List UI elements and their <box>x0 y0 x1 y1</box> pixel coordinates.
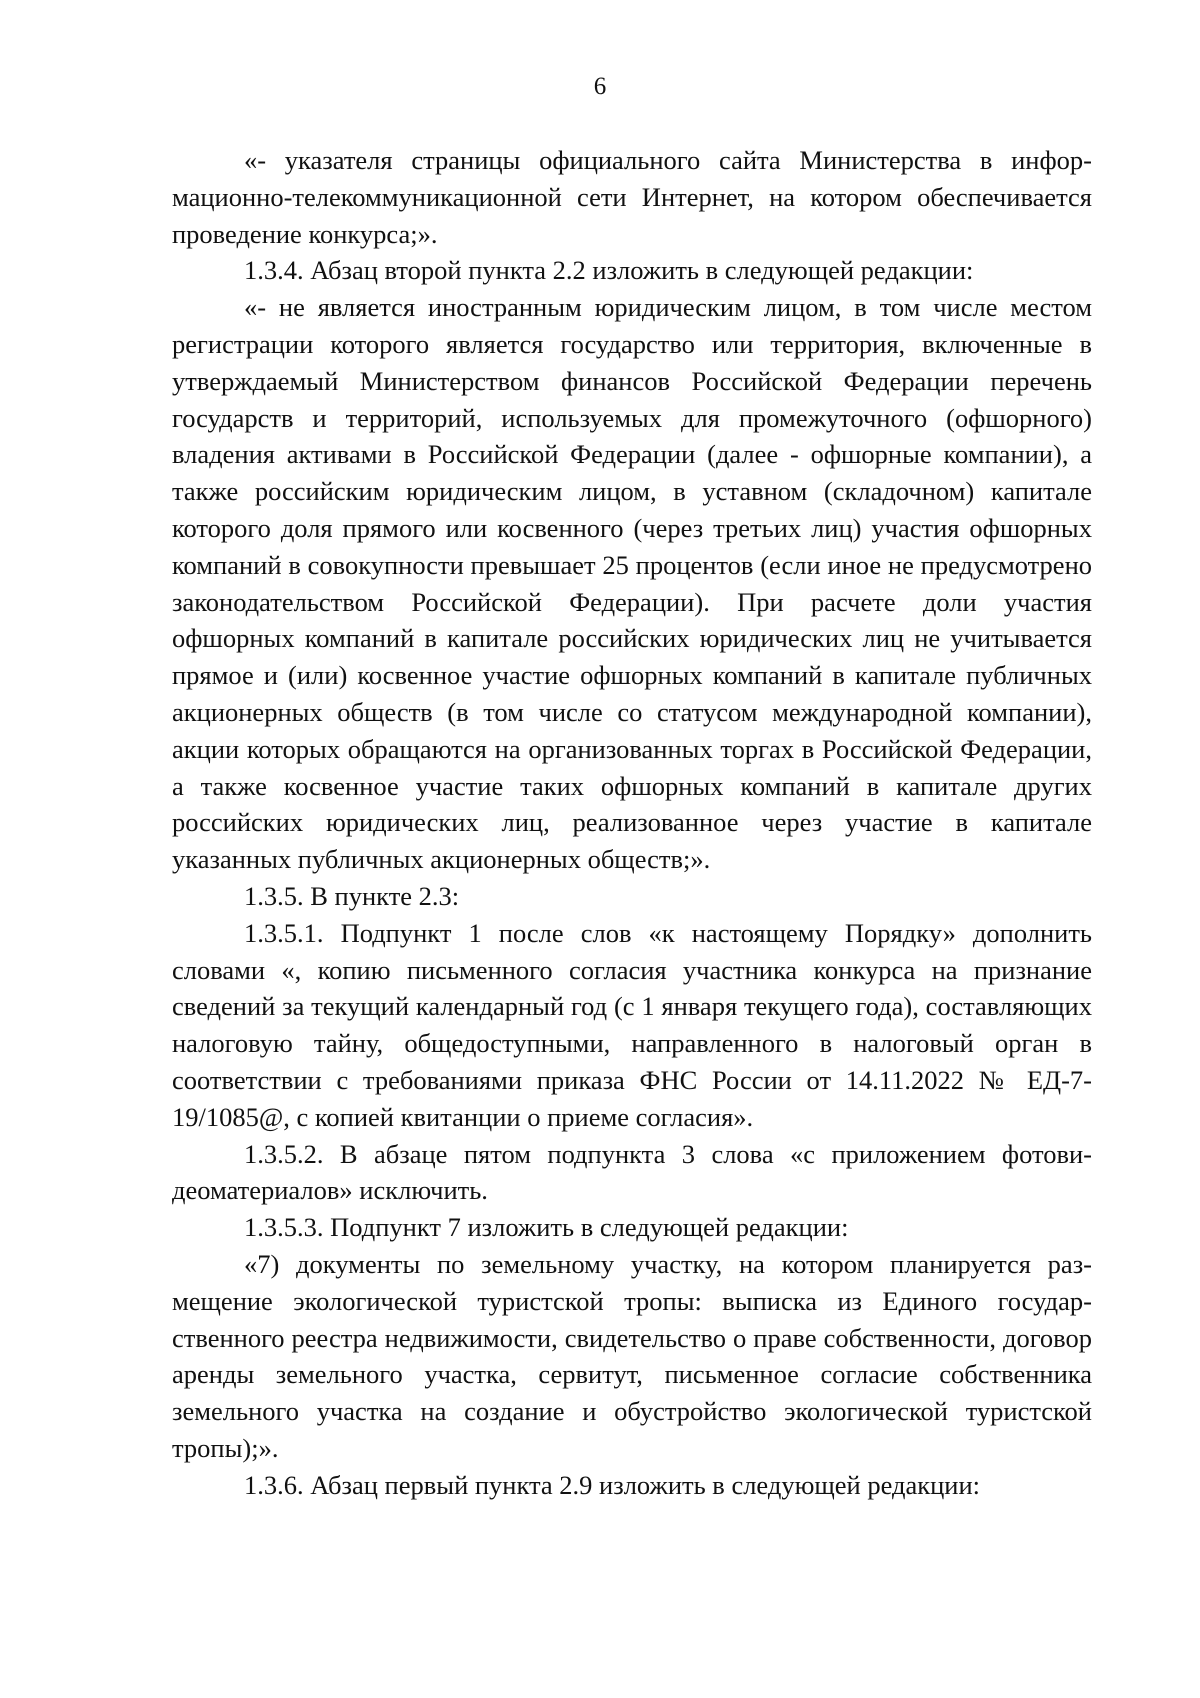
paragraph-1-3-5-1: 1.3.5.1. Подпункт 1 после слов «к настоящему Порядку» дополнить словами «, копию письменного согласия участника конкурса на признание сведений за текущий календарный год (с 1 января текущего года), составляющих налоговую тайну, общедоступными, направленного в налоговый орган в соответствии с требованиями приказа ФНС России от 14.11.2022 № ЕД-7-19/1085@, с копией квитанции о приеме согласия». <box>172 917 1092 1132</box>
page-number: 6 <box>593 73 607 100</box>
paragraph-site-pointer: «- указателя страницы официального сайта Министерства в информационно-телекоммуникационной сети Интернет, на котором обеспечивается проведение конкурса;». <box>172 145 1092 249</box>
paragraph-1-3-6: 1.3.6. Абзац первый пункта 2.9 изложить в следующей редакции: <box>244 1469 981 1500</box>
paragraph-offshore-companies: «- не является иностранным юридическим лицом, в том числе местом регистрации которого является государство или территория, включенные в утверждаемый Министерством финансов Российской Федерации перечень государств и территорий, используемых для промежуточного (офшорного) владения активами в Российской Федерации (далее - офшорные компании), а также российским юридическим лицом, в уставном (складочном) капитале которого доля прямого или косвенного (через третьих лиц) участия офшорных компаний в совокупности превышает 25 процентов (если иное не предусмотрено законодательством Российской Федерации). При расчете доли участия офшорных компаний в капитале российских юридических лиц не учитывается прямое и (или) косвенное участие офшорных компаний в капитале публичных акционерных обществ (в том числе со статусом международной компании), акции которых обращаются на организованных торгах в Российской Федерации, а также косвенное участие таких офшорных компаний в капитале других российских юридических лиц, реализованное через участие в капитале указанных публичных акционерных обществ;». <box>172 292 1092 875</box>
paragraph-land-documents: «7) документы по земельному участку, на котором планируется размещение экологической туристской тропы: выписка из Единого государственного реестра недвижимости, свидетельство о праве собственности, договор аренды земельного участка, сервитут, письменное согласие собственника земельного участка на создание и обустройство экологической туристской тропы);». <box>172 1248 1092 1463</box>
paragraph-1-3-4: 1.3.4. Абзац второй пункта 2.2 изложить в следующей редакции: <box>244 255 974 286</box>
paragraph-1-3-5-3: 1.3.5.3. Подпункт 7 изложить в следующей редакции: <box>244 1212 849 1243</box>
document-body <box>172 142 1092 1503</box>
paragraph-1-3-5-2: 1.3.5.2. В абзаце пятом подпункта 3 слова «с приложением фотовидеоматериалов» исключить. <box>172 1138 1092 1206</box>
paragraph-1-3-5: 1.3.5. В пункте 2.3: <box>244 880 460 911</box>
